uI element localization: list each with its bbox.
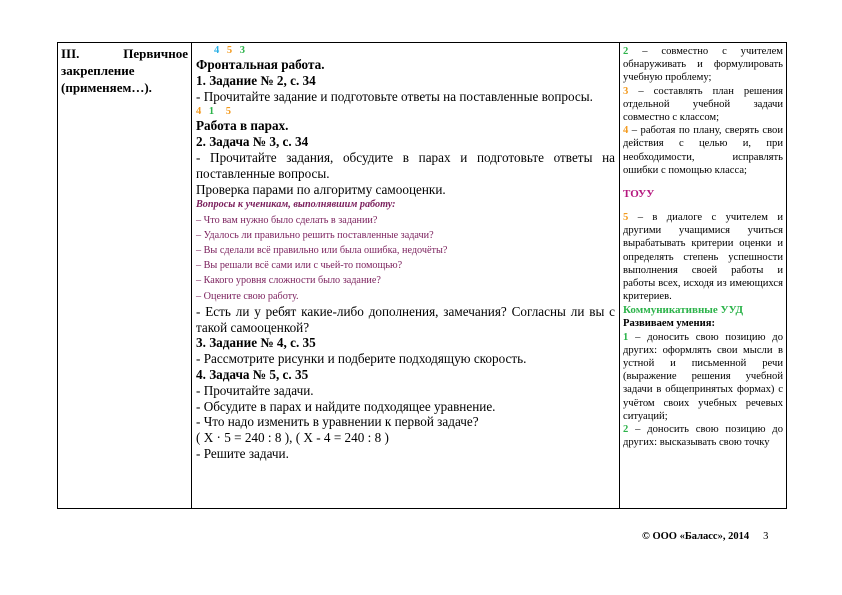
uud-item-5: 5 – в диалоге с учителем и другими учащимися учиться вырабатывать критерии оценки и определять степень успешности выполнения своей работы и работы всех, исходя из имеющихся критериев.: [623, 212, 783, 303]
level-numbers-1: 4 5 3: [214, 45, 245, 56]
question-item: – Что вам нужно было сделать в задании?: [196, 214, 378, 226]
develop-label: Развиваем умения:: [623, 318, 715, 330]
stage-column: [58, 43, 192, 508]
task-5-line: - Что надо изменить в уравнении к первой задаче?: [196, 414, 479, 430]
task-2-text: - Прочитайте задание и подготовьте ответы на поставленные вопросы.: [196, 88, 593, 104]
comm-item-1: 1 – доносить свою позицию до других: оформлять свои мысли в устной и письменной речи (выражение решения учебной задачи в общепринятых формах) с учётом своих учебных речевых ситуаций;: [623, 331, 783, 422]
uud-item-4: 4 – работая по плану, сверять свои действия с целью и, при необходимости, исправлять ошибки с помощью класса;: [623, 125, 783, 176]
page-number: 3: [763, 531, 769, 542]
page-footer: [642, 531, 768, 542]
task-2-title: 1. Задание № 2, с. 34: [196, 72, 316, 88]
stage-line-3: (применяем…).: [61, 80, 152, 95]
task-3-title: 2. Задача № 3, с. 34: [196, 134, 309, 150]
question-item: – Какого уровня сложности было задание?: [196, 275, 381, 287]
question-item: – Оцените свою работу.: [196, 290, 299, 302]
task-3-text: - Прочитайте задания, обсудите в парах и подготовьте ответы на поставленные вопросы.: [196, 149, 615, 181]
task-4-text: - Рассмотрите рисунки и подберите подходящую скорость.: [196, 351, 527, 367]
task-5-line: - Обсудите в парах и найдите подходящее уравнение.: [196, 398, 496, 414]
question-item: – Удалось ли правильно решить поставленные задачи?: [196, 229, 434, 241]
pair-title: Работа в парах.: [196, 118, 289, 134]
check-text: Проверка парами по алгоритму самооценки.: [196, 181, 446, 197]
task-5-line: - Прочитайте задачи.: [196, 382, 314, 398]
uud-column: [620, 43, 786, 508]
additions-text: - Есть ли у ребят какие-либо дополнения, замечания? Согласны ли вы с такой самооценкой?: [196, 303, 615, 335]
activity-column: [192, 43, 620, 508]
stage-line-1: III. Первичное: [61, 46, 188, 61]
equations-line: ( Х · 5 = 240 : 8 ), ( Х - 4 = 240 : 8 ): [196, 430, 389, 446]
comm-item-2: 2 – доносить свою позицию до других: высказывать свою точку: [623, 424, 783, 449]
question-item: – Вы сделали всё правильно или была ошибка, недочёты?: [196, 244, 448, 256]
lesson-table: [57, 42, 787, 509]
comm-uud-heading: Коммуникативные УУД: [623, 304, 744, 317]
front-title: Фронтальная работа.: [196, 57, 325, 72]
uud-item-3: 3 – составлять план решения отдельной учебной задачи совместно с классом;: [623, 85, 783, 124]
level-numbers-2: 4 1 5: [196, 106, 231, 118]
task-5-line: - Решите задачи.: [196, 445, 289, 461]
question-item: – Вы решали всё сами или с чьей-то помощью?: [196, 260, 403, 272]
tou-heading: ТОУУ: [623, 188, 655, 201]
copyright: © ООО «Баласс», 2014: [642, 531, 750, 542]
questions-title: Вопросы к ученикам, выполнявшим работу:: [196, 199, 396, 211]
stage-line-2: закрепление: [61, 63, 135, 78]
uud-item-2: 2 – совместно с учителем обнаруживать и формулировать учебную проблему;: [623, 46, 783, 84]
task-5-title: 4. Задача № 5, с. 35: [196, 366, 309, 382]
task-4-title: 3. Задание № 4, с. 35: [196, 335, 316, 351]
